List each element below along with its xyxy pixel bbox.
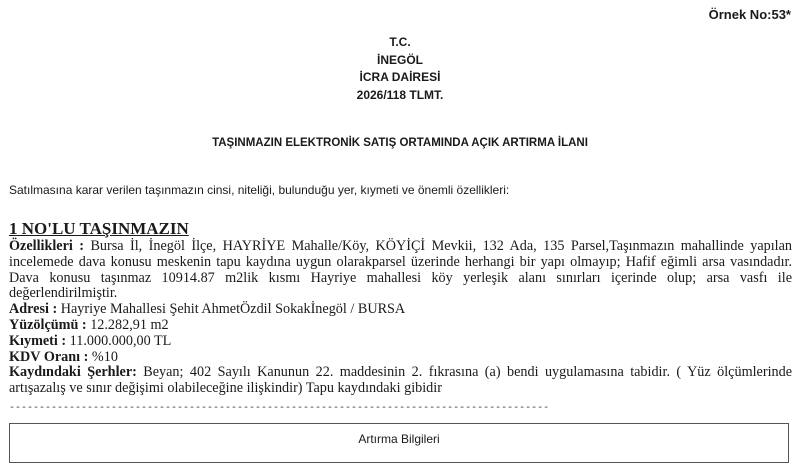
- dashed-divider: ------------------------------------------------------------------------------------------: [9, 403, 550, 414]
- header-line-file-no: 2026/118 TLMT.: [356, 87, 444, 102]
- sample-number: Örnek No:53*: [708, 7, 791, 22]
- bid-info-box: [9, 423, 789, 463]
- features-value: Bursa İl, İnegöl İlçe, HAYRİYE Mahalle/Köy, KÖYİÇİ Mevkii, 132 Ada, 135 Parsel,Taşınmazın mahallinde yapılan incelemede dava konusu meskenin tapu kaydına uygun olarakparsel üzerinde herhangi bir yapı olmayıp; Hafif eğimli arsa vasındadır. Dava konusu taşınmaz 10914.87 m2lik kısmı Hayriye mahallesi köy yerleşik alanı sınırları içerinde olup; arsa vasfı ile değerlendirilmiştir.: [9, 238, 792, 302]
- vat-label: KDV Oranı :: [9, 348, 89, 365]
- area-row: [9, 318, 792, 334]
- vat-value: %10: [88, 348, 118, 365]
- bid-info-title: Artırma Bilgileri: [358, 432, 440, 446]
- address-row: [9, 302, 792, 318]
- vat-row: [9, 350, 792, 366]
- header-line-city: İNEGÖL: [376, 52, 423, 67]
- intro-text: Satılmasına karar verilen taşınmazın cinsi, niteliği, bulunduğu yer, kıymeti ve önemli özellikleri:: [9, 183, 510, 197]
- court-header: [0, 34, 800, 104]
- value-label: Kıymeti :: [9, 332, 67, 349]
- address-value: Hayriye Mahallesi Şehit AhmetÖzdil Sokakİnegöl / BURSA: [57, 301, 406, 318]
- address-label: Adresi :: [9, 301, 58, 318]
- conditions-value: Beyan; 402 Sayılı Kanunun 22. maddesinin 2. fıkrasına (a) bendi uygulamasına tabidir. ( Yüz ölçümlerinde artışazalış ve sınır değişimi olabileceğine ilişkindir) Tapu kaydındaki gibidir: [9, 364, 792, 397]
- features-paragraph: [9, 239, 792, 302]
- header-line-tc: T.C.: [389, 35, 411, 49]
- property-section: [9, 219, 792, 397]
- area-label: Yüzölçümü :: [9, 316, 87, 333]
- area-value: 12.282,91 m2: [86, 316, 169, 333]
- property-title: 1 NO'LU TAŞINMAZIN: [9, 219, 189, 238]
- conditions-label: Kaydındaki Şerhler:: [9, 364, 137, 381]
- conditions-row: [9, 365, 792, 397]
- features-label: Özellikleri :: [9, 238, 84, 254]
- header-line-office: İCRA DAİRESİ: [359, 70, 441, 84]
- value-row: [9, 334, 792, 350]
- value-value: 11.000.000,00 TL: [66, 332, 172, 349]
- property-details: [9, 239, 792, 397]
- announcement-title: TAŞINMAZIN ELEKTRONİK SATIŞ ORTAMINDA AÇIK ARTIRMA İLANI: [212, 137, 588, 149]
